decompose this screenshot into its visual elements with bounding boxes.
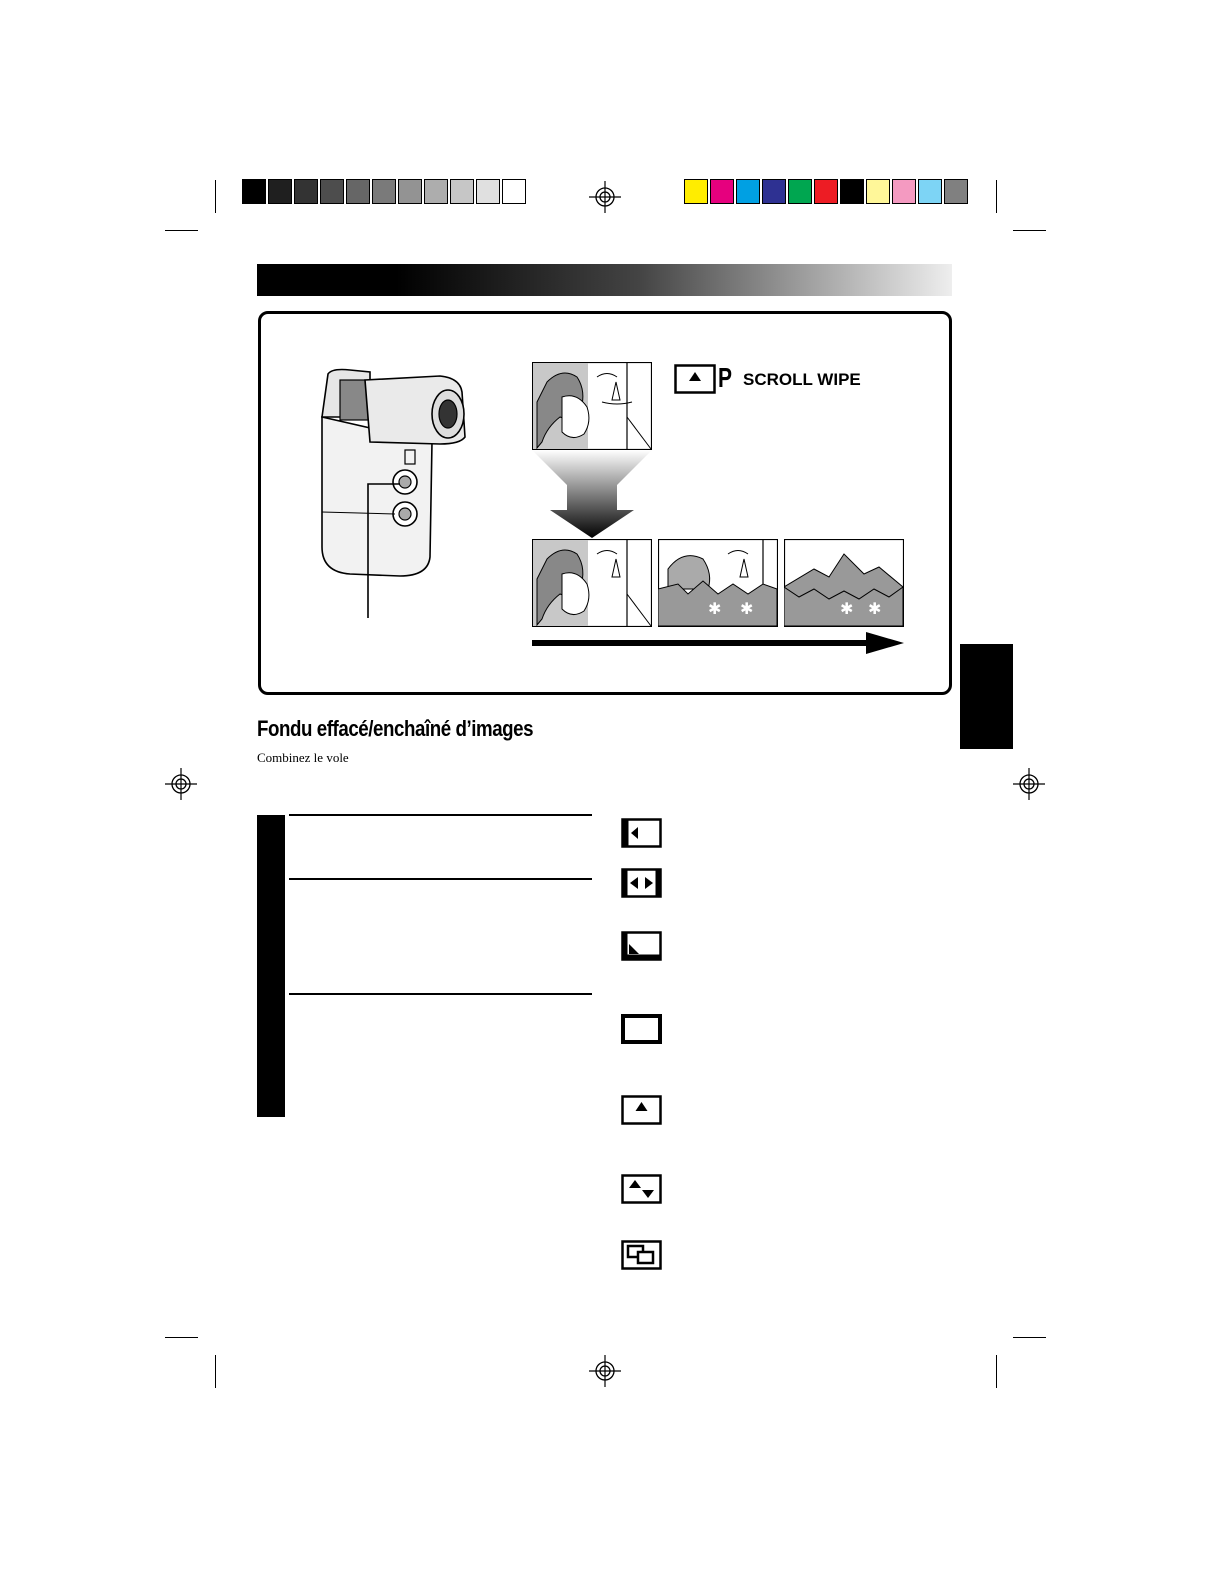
gray-swatch (476, 179, 500, 204)
registration-target-icon (1013, 768, 1045, 800)
wipe-scroll-up-icon (621, 1095, 662, 1125)
scroll-wipe-label: SCROLL WIPE (743, 370, 861, 389)
svg-text:✱: ✱ (868, 599, 882, 618)
registration-target-icon (165, 768, 197, 800)
sequence-right-arrow-icon (532, 630, 906, 656)
color-swatch (892, 179, 916, 204)
gray-swatch (268, 179, 292, 204)
source-scene-thumbnail (532, 362, 652, 450)
section-subtitle: Combinez le vole (257, 750, 349, 765)
color-swatch (840, 179, 864, 204)
scroll-wipe-mode-icon (674, 364, 716, 394)
step-bar (257, 815, 285, 1117)
color-swatch (684, 179, 708, 204)
color-swatch (788, 179, 812, 204)
wipe-slide-icon (621, 1240, 662, 1270)
gray-swatch (398, 179, 422, 204)
gray-swatch (294, 179, 318, 204)
color-swatch (710, 179, 734, 204)
step-divider (289, 878, 592, 880)
color-swatch (814, 179, 838, 204)
gray-swatch (424, 179, 448, 204)
crop-mark (996, 1355, 997, 1388)
transition-down-arrow-icon (532, 450, 652, 540)
crop-mark (215, 1355, 216, 1388)
registration-target-icon (589, 1355, 621, 1387)
gray-swatch (372, 179, 396, 204)
svg-text:✱: ✱ (708, 599, 722, 618)
gray-swatch (242, 179, 266, 204)
wipe-window-icon (621, 1014, 662, 1044)
wipe-shutter-icon (621, 1174, 662, 1204)
color-swatch (918, 179, 942, 204)
registration-target-icon (589, 181, 621, 213)
wipe-left-icon (621, 818, 662, 848)
crop-mark (996, 180, 997, 213)
mode-letter: P (718, 362, 733, 393)
color-swatch (866, 179, 890, 204)
crop-mark (1013, 1337, 1046, 1338)
chapter-side-tab (960, 644, 1013, 749)
color-swatch (944, 179, 968, 204)
svg-text:✱: ✱ (740, 599, 754, 618)
camcorder-illustration (310, 362, 485, 622)
crop-mark (215, 180, 216, 213)
sequence-frame-3 (784, 539, 904, 627)
crop-mark (165, 230, 198, 231)
step-divider (289, 993, 592, 995)
step-divider (289, 814, 592, 816)
gray-swatch (320, 179, 344, 204)
color-swatch (736, 179, 760, 204)
gray-swatch (502, 179, 526, 204)
gray-swatch (346, 179, 370, 204)
sequence-frame-1 (532, 539, 652, 627)
color-swatch (762, 179, 786, 204)
gray-swatch (450, 179, 474, 204)
header-gradient-bar (257, 264, 952, 296)
wipe-corner-icon (621, 931, 662, 961)
wipe-door-icon (621, 868, 662, 898)
crop-mark (165, 1337, 198, 1338)
section-title: Fondu effacé/enchaîné d’images (257, 716, 534, 741)
sequence-frame-2 (658, 539, 778, 627)
svg-text:✱: ✱ (840, 599, 854, 618)
crop-mark (1013, 230, 1046, 231)
